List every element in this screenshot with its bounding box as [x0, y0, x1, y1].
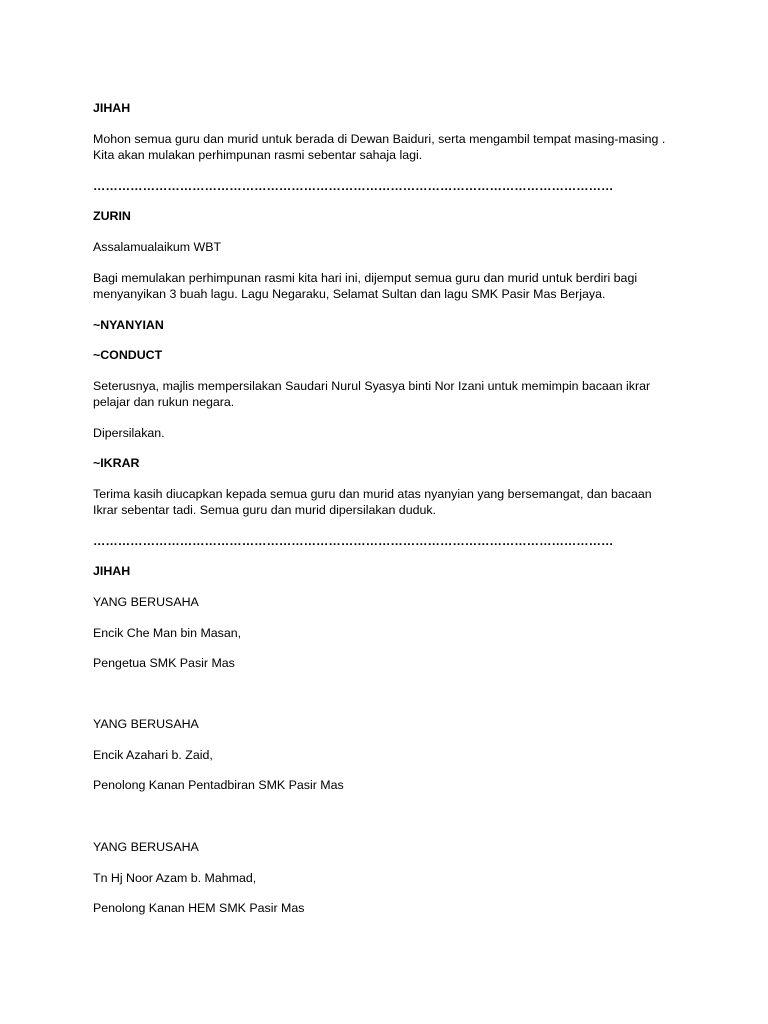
text-line: Ikrar sebentar tadi. Semua guru dan murid dipersilakan duduk. [93, 503, 436, 517]
text-line: Tn Hj Noor Azam b. Mahmad, [93, 871, 257, 885]
paragraph-songs [93, 270, 637, 302]
paragraph-dipersilakan [93, 425, 165, 441]
text-line: Pengetua SMK Pasir Mas [93, 656, 235, 670]
text-line: YANG BERUSAHA [93, 717, 199, 731]
text-line: Kita akan mulakan perhimpunan rasmi sebentar sahaja lagi. [93, 148, 423, 162]
paragraph-greeting [93, 239, 221, 255]
paragraph-thanks [93, 486, 652, 518]
divider-line [93, 178, 613, 194]
dotted-divider: ……………………………………………………………………………………………………………… [93, 179, 614, 193]
text-line: Mohon semua guru dan murid untuk berada di Dewan Baiduri, serta mengambil tempat masing-masing . [93, 132, 666, 146]
text-line: YANG BERUSAHA [93, 840, 199, 854]
text-line: menyanyikan 3 buah lagu. Lagu Negaraku, Selamat Sultan dan lagu SMK Pasir Mas Berjaya. [93, 287, 606, 301]
cue-label: ~CONDUCT [93, 348, 163, 362]
text-line: Terima kasih diucapkan kepada semua guru dan murid atas nyanyian yang bersemangat, dan bacaan [93, 487, 652, 501]
speaker-label: JIHAH [93, 564, 131, 578]
paragraph-position [93, 655, 235, 671]
speaker-jihah [93, 563, 130, 579]
paragraph-name [93, 625, 241, 641]
paragraph-honorific [93, 839, 199, 855]
text-line: pelajar dan rukun negara. [93, 395, 235, 409]
cue-nyanyian [93, 317, 164, 333]
paragraph-opening [93, 131, 665, 163]
paragraph-position [93, 900, 304, 916]
speaker-zurin [93, 208, 131, 224]
text-line: Bagi memulakan perhimpunan rasmi kita hari ini, dijemput semua guru dan murid untuk berdiri bagi [93, 271, 638, 285]
text-line: Encik Che Man bin Masan, [93, 626, 242, 640]
speaker-label: ZURIN [93, 209, 131, 223]
paragraph-name [93, 747, 213, 763]
cue-label: ~IKRAR [93, 456, 140, 470]
text-line: Seterusnya, majlis mempersilakan Saudari Nurul Syasya binti Nor Izani untuk memimpin bacaan ikrar [93, 379, 651, 393]
paragraph-position [93, 777, 344, 793]
text-line: Dipersilakan. [93, 426, 165, 440]
text-line: Penolong Kanan HEM SMK Pasir Mas [93, 901, 305, 915]
speaker-jihah [93, 100, 130, 116]
cue-label: ~NYANYIAN [93, 318, 164, 332]
text-line: Penolong Kanan Pentadbiran SMK Pasir Mas [93, 778, 344, 792]
speaker-label: JIHAH [93, 101, 131, 115]
paragraph-honorific [93, 716, 199, 732]
text-line: YANG BERUSAHA [93, 595, 199, 609]
text-line: Assalamualaikum WBT [93, 240, 222, 254]
dotted-divider: ……………………………………………………………………………………………………………… [93, 534, 614, 548]
cue-ikrar [93, 455, 139, 471]
paragraph-ikrar-invite [93, 378, 650, 410]
divider-line [93, 533, 613, 549]
paragraph-name [93, 870, 256, 886]
text-line: Encik Azahari b. Zaid, [93, 748, 213, 762]
cue-conduct [93, 347, 162, 363]
paragraph-honorific [93, 594, 199, 610]
